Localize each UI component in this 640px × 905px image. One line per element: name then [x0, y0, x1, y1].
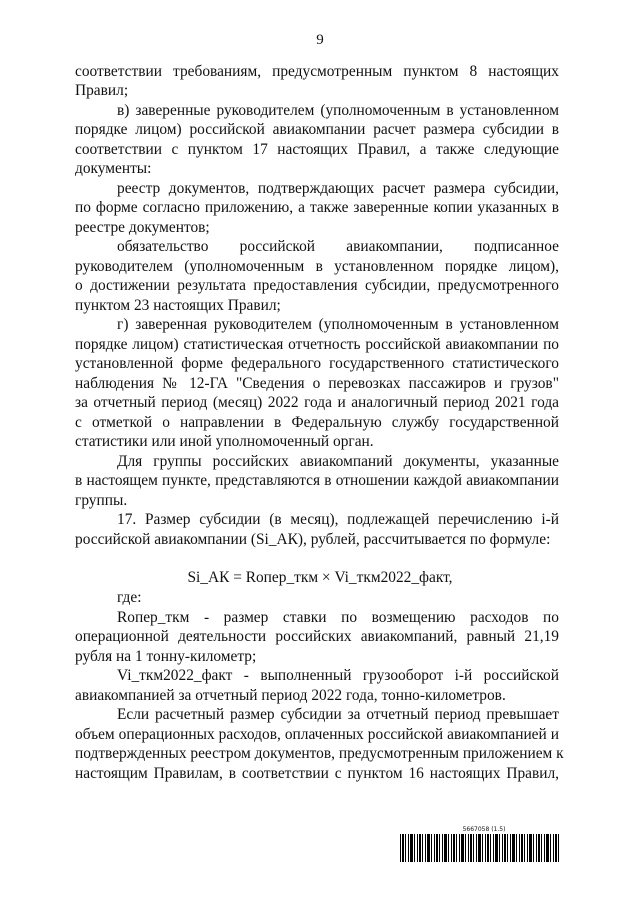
- text-line: 17. Размер субсидии (в месяц), подлежащей перечислению i-й: [117, 511, 559, 528]
- barcode-block: [400, 826, 560, 862]
- text-line: Rопер_ткм - размер ставки по возмещению расходов по: [117, 609, 559, 626]
- text-line: объем операционных расходов, оплаченных российской авиакомпанией и: [75, 726, 559, 743]
- text-line: порядке лицом) российской авиакомпании расчет размера субсидии в: [75, 121, 559, 138]
- text-line: Для группы российских авиакомпаний документы, указанные: [117, 453, 559, 470]
- text-line: руководителем (уполномоченным в установленном порядке лицом),: [75, 258, 559, 275]
- text-line: группы.: [75, 492, 128, 509]
- text-line: пунктом 23 настоящих Правил;: [75, 297, 281, 314]
- subsidy-formula: Si_АК = Rопер_ткм × Vi_ткм2022_факт,: [187, 569, 453, 586]
- text-line: установленной форме федерального государственного статистического: [75, 355, 559, 372]
- text-line: в настоящем пункте, представляются в отношении каждой авиакомпании: [75, 472, 559, 489]
- text-line: реестр документов, подтверждающих расчет размера субсидии,: [117, 180, 559, 197]
- text-line: за отчетный период (месяц) 2022 года и аналогичный период 2021 года: [75, 394, 559, 411]
- text-line: настоящим Правилам, в соответствии с пунктом 16 настоящих Правил,: [75, 765, 559, 782]
- text-line: по форме согласно приложению, а также заверенные копии указанных в: [75, 199, 559, 216]
- text-line: где:: [117, 589, 142, 606]
- text-line: соответствии с пунктом 17 настоящих Правил, а также следующие: [75, 141, 559, 158]
- text-line: Если расчетный размер субсидии за отчетный период превышает: [117, 706, 559, 723]
- text-line: подтвержденных реестром документов, предусмотренным приложением к: [75, 745, 564, 762]
- text-line: порядке лицом) статистическая отчетность российской авиакомпании по: [75, 336, 559, 353]
- text-line: документы:: [75, 160, 152, 177]
- text-line: рубля на 1 тонну-километр;: [75, 648, 257, 665]
- text-line: реестре документов;: [75, 219, 210, 236]
- text-line: российской авиакомпании (Si_АК), рублей, рассчитывается по формуле:: [75, 531, 551, 548]
- text-line: статистики или иной уполномоченный орган.: [75, 433, 374, 450]
- text-line: обязательство российской авиакомпании, подписанное: [117, 238, 559, 255]
- text-line: г) заверенная руководителем (уполномоченным в установленном: [117, 316, 559, 333]
- page-number: 9: [316, 32, 324, 48]
- text-line: Правил;: [75, 82, 129, 99]
- text-line: соответствии требованиям, предусмотренным пунктом 8 настоящих: [75, 63, 559, 80]
- text-line: с отметкой о направлении в Федеральную службу государственной: [75, 414, 559, 431]
- text-line: операционной деятельности российских авиакомпаний, равный 21,19: [75, 628, 559, 645]
- barcode-image: [400, 834, 560, 862]
- text-line: в) заверенные руководителем (уполномоченным в установленном: [117, 102, 559, 119]
- text-line: Vi_ткм2022_факт - выполненный грузооборот i-й российской: [117, 667, 559, 684]
- barcode-number: 5667058 (1.5): [462, 826, 506, 833]
- text-line: наблюдения № 12-ГА "Сведения о перевозках пассажиров и грузов": [75, 375, 559, 392]
- text-line: о достижении результата предоставления субсидии, предусмотренного: [75, 277, 559, 294]
- text-line: авиакомпанией за отчетный период 2022 года, тонно-километров.: [75, 687, 506, 704]
